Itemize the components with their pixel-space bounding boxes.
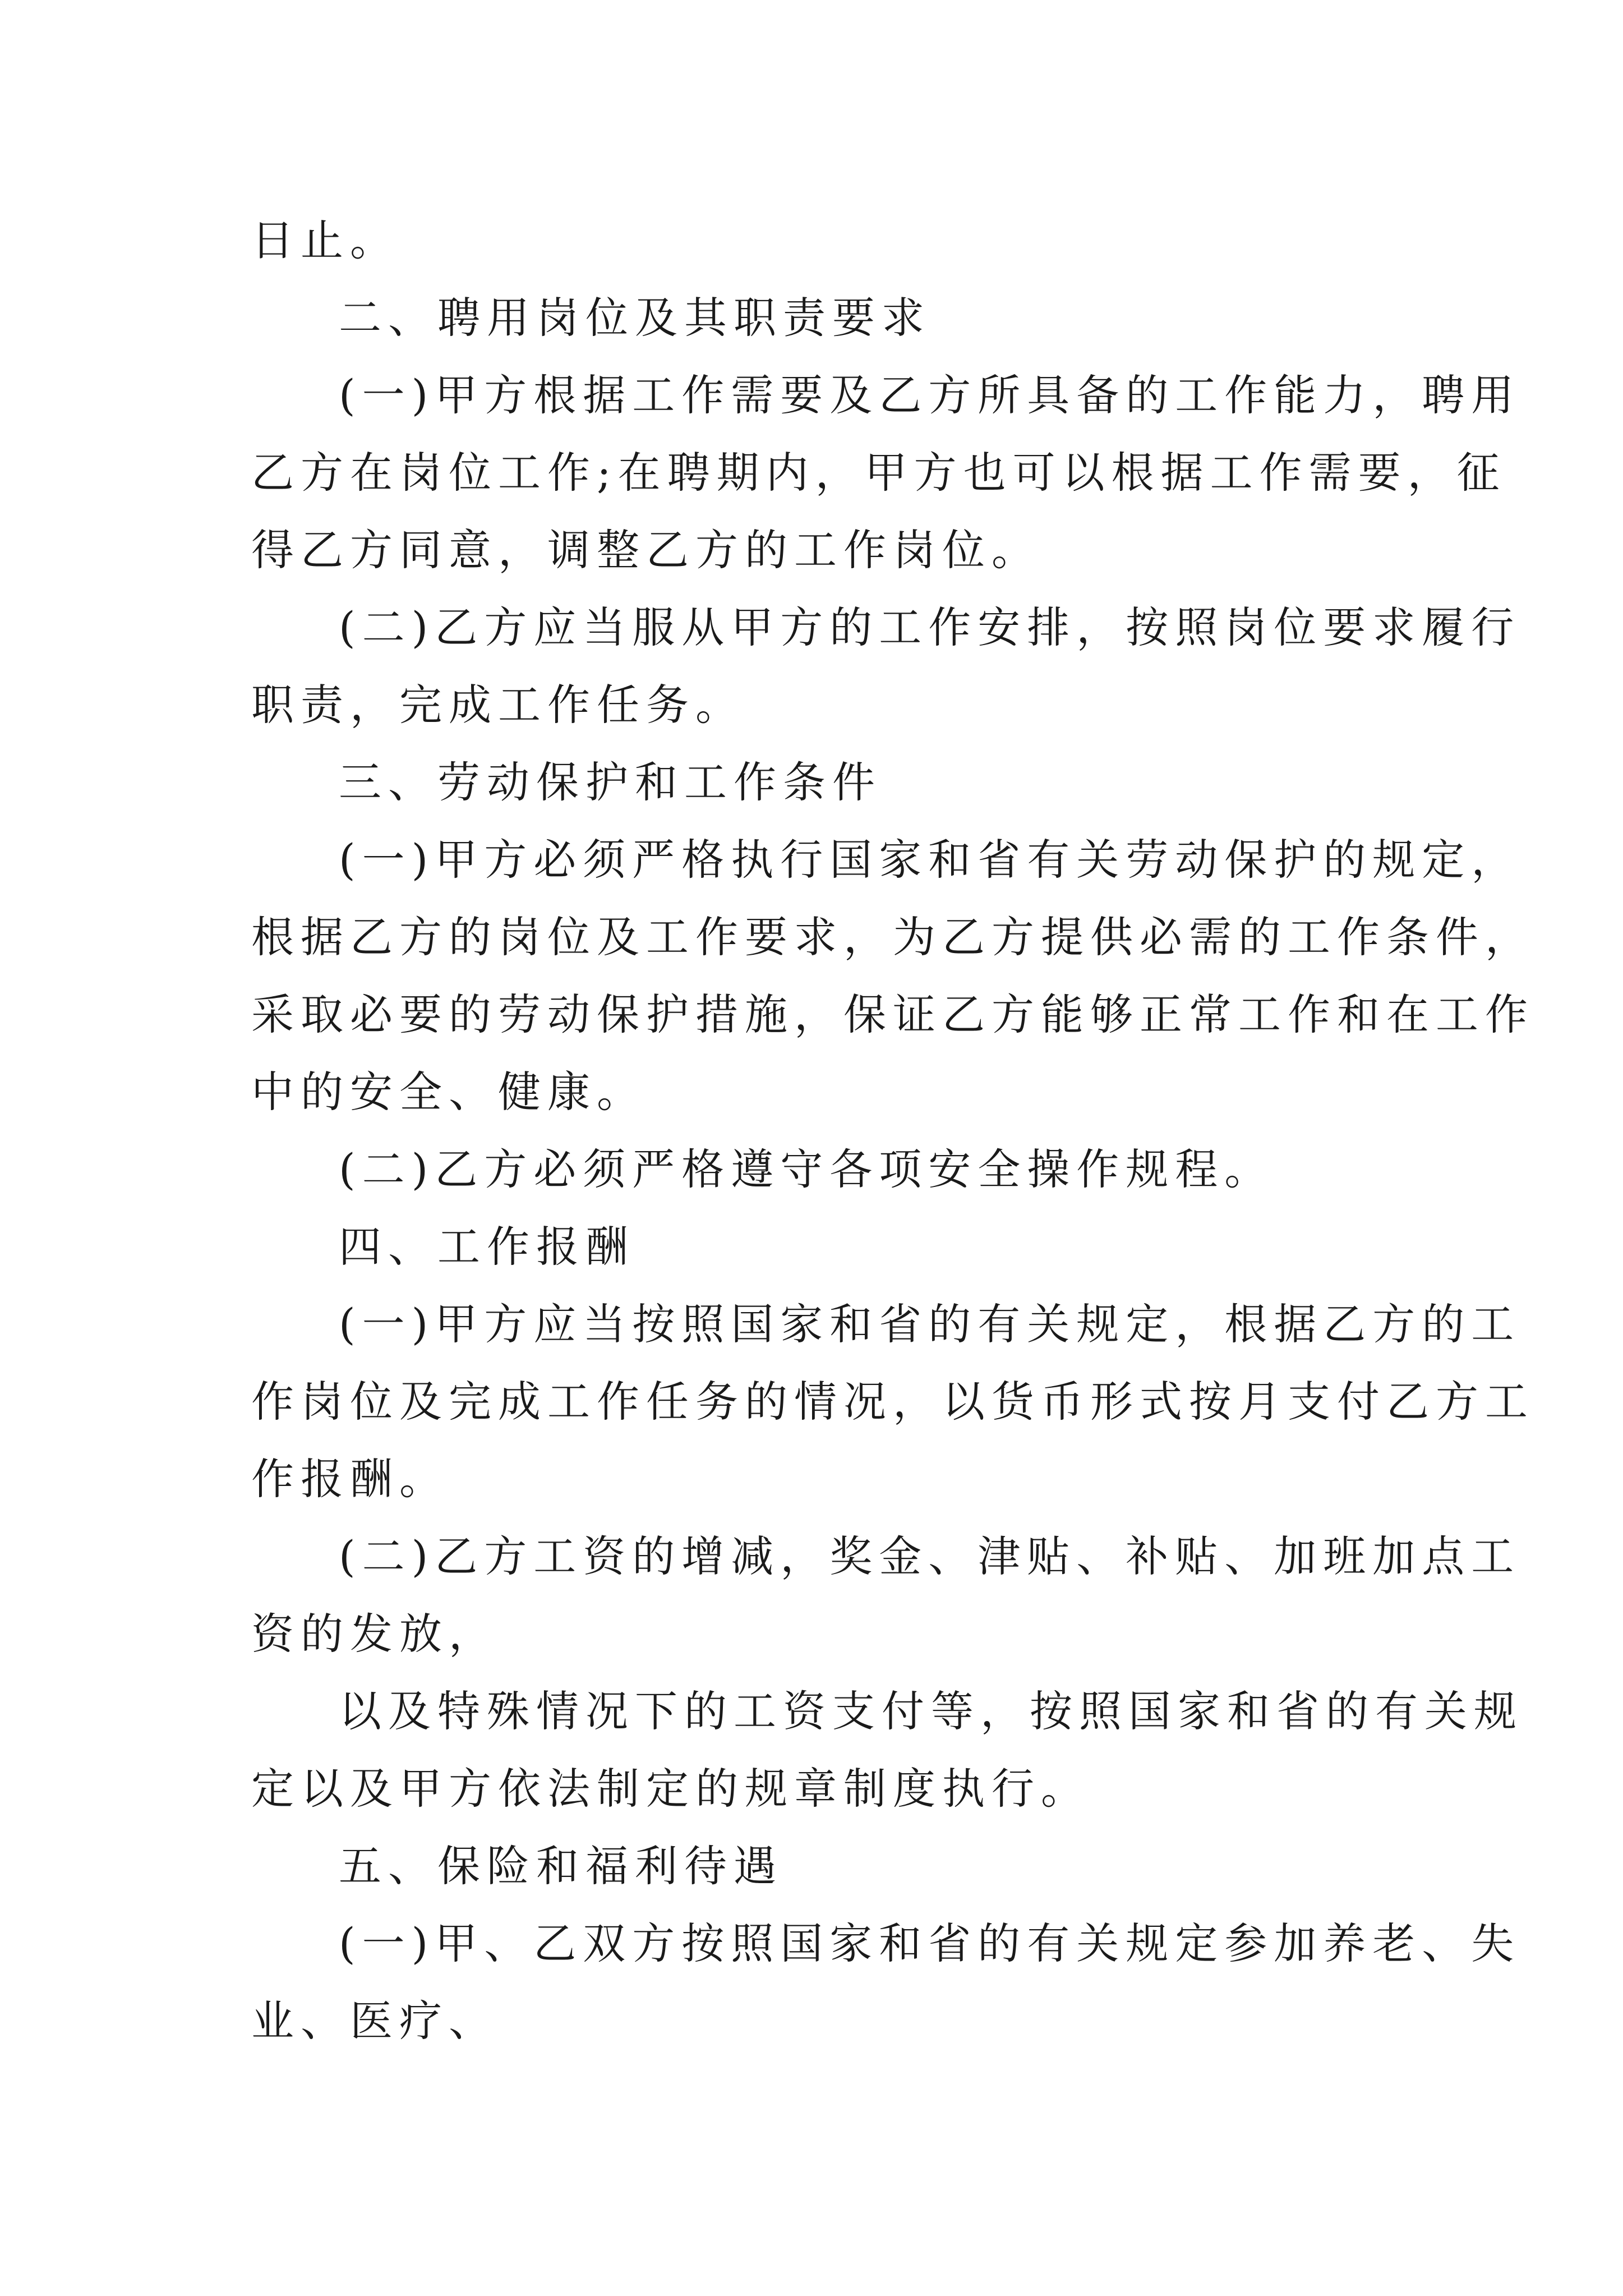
text-line: 作岗位及完成工作任务的情况，以货币形式按月支付乙方工 xyxy=(251,1377,1534,1427)
text-line: (二)乙方工资的增减，奖金、津贴、补贴、加班加点工 xyxy=(339,1531,1521,1581)
text-line: (一)甲、乙双方按照国家和省的有关规定参加养老、失 xyxy=(339,1918,1521,1968)
text-line: (二)乙方应当服从甲方的工作安排，按照岗位要求履行 xyxy=(339,602,1521,652)
document-body xyxy=(251,202,1534,2060)
text-line: 根据乙方的岗位及工作要求，为乙方提供必需的工作条件， xyxy=(251,912,1534,962)
text-line: 采取必要的劳动保护措施，保证乙方能够正常工作和在工作 xyxy=(251,990,1534,1039)
section-heading: 三、劳动保护和工作条件 xyxy=(339,757,882,807)
text-line: 日止。 xyxy=(251,215,399,265)
text-line: 业、医疗、 xyxy=(251,1996,498,2046)
section-heading: 五、保险和福利待遇 xyxy=(339,1841,783,1891)
text-line: 资的发放， xyxy=(251,1609,498,1659)
text-line: 以及特殊情况下的工资支付等，按照国家和省的有关规 xyxy=(339,1686,1523,1736)
text-line: (二)乙方必须严格遵守各项安全操作规程。 xyxy=(339,1144,1274,1194)
section-heading: 二、聘用岗位及其职责要求 xyxy=(339,293,931,343)
text-line: 得乙方同意，调整乙方的工作岗位。 xyxy=(251,525,1041,575)
text-line: 定以及甲方依法制定的规章制度执行。 xyxy=(251,1764,1090,1814)
text-line: (一)甲方必须严格执行国家和省有关劳动保护的规定， xyxy=(339,835,1521,885)
text-line: 职责，完成工作任务。 xyxy=(251,680,745,730)
section-heading: 四、工作报酬 xyxy=(339,1222,635,1272)
text-line: (一)甲方根据工作需要及乙方所具备的工作能力，聘用 xyxy=(339,370,1521,420)
text-line: 乙方在岗位工作;在聘期内，甲方也可以根据工作需要，征 xyxy=(251,448,1506,498)
text-line: 中的安全、健康。 xyxy=(251,1067,646,1117)
text-line: 作报酬。 xyxy=(251,1454,449,1504)
text-line: (一)甲方应当按照国家和省的有关规定，根据乙方的工 xyxy=(339,1299,1521,1349)
